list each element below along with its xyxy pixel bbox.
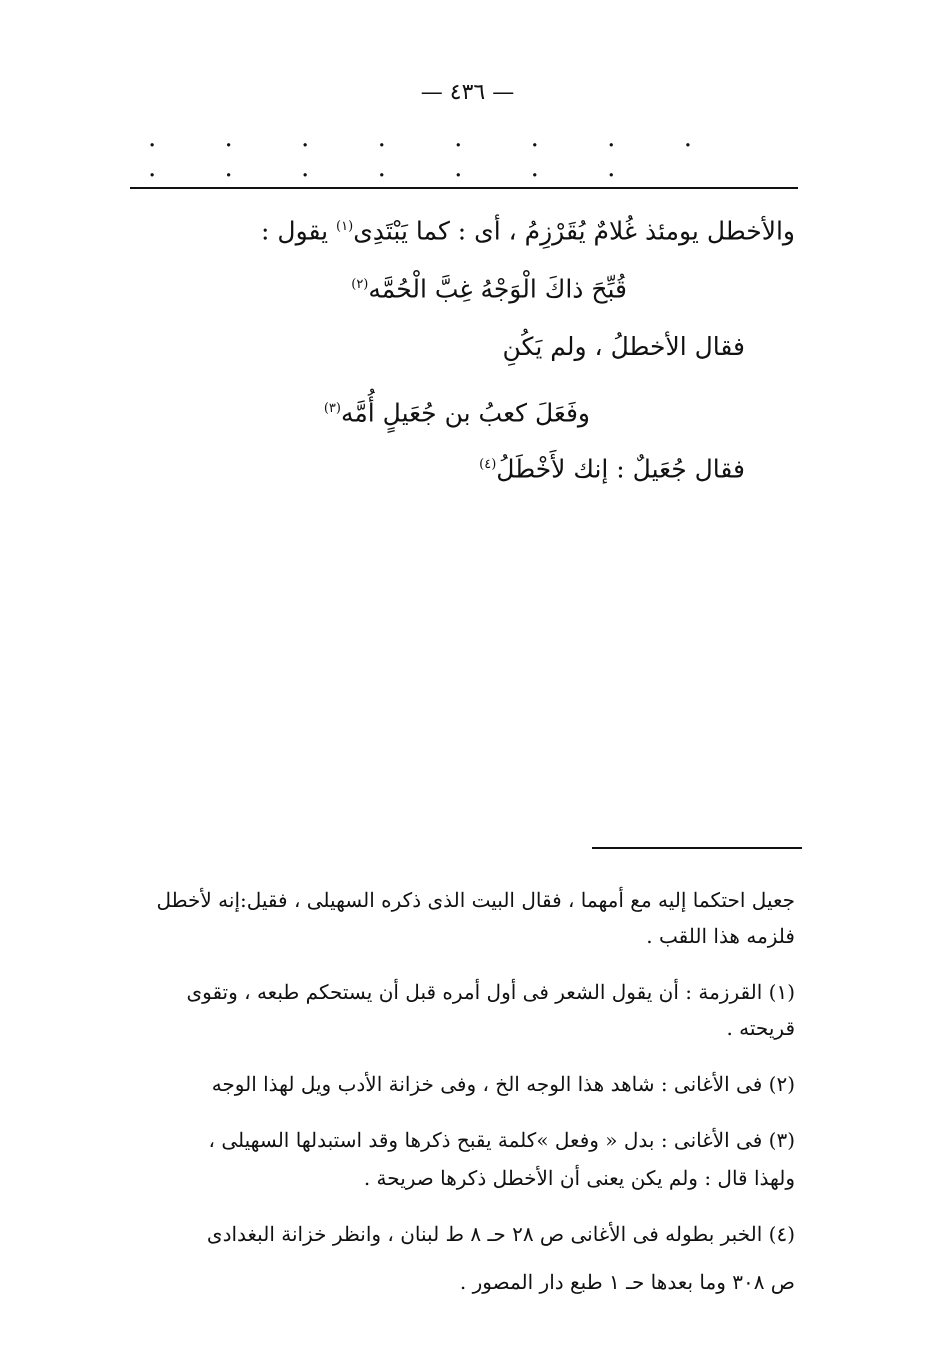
- footnote-4-line-2: ص ٣٠٨ وما بعدها حـ ١ طبع دار المصور .: [459, 1270, 795, 1294]
- line-2: [503, 328, 745, 366]
- line-3: [479, 446, 745, 488]
- footnote-1-line-2: قريحته .: [726, 1016, 795, 1040]
- ellipsis-row: [148, 123, 788, 183]
- line-3-text: فقال جُعَيلٌ : إنك لأَخْطَلُ: [496, 454, 745, 484]
- line-2-text: فقال الأخطلُ ، ولم يَكُنِ: [502, 332, 745, 361]
- verse-2-note-marker: (٣): [323, 401, 341, 416]
- footnote-carry-line-2: فلزمه هذا اللقب .: [646, 924, 795, 948]
- ellipsis-text: . . . . . . . . . . . . . . .: [148, 123, 722, 183]
- footnote-4-line-1: (٤) الخبر بطوله فى الأغانى ص ٢٨ حـ ٨ ط لبنان ، وانظر خزانة البغدادى: [206, 1222, 795, 1246]
- intro-end-text: يقول :: [261, 216, 329, 246]
- verse-2: [324, 390, 590, 432]
- footnote-carry-line-1: جعيل احتكما إليه مع أمهما ، فقال البيت الذى ذكره السهيلى ، فقيل:إنه لأخطل: [156, 888, 795, 912]
- footnote-1-line-1: (١) القرزمة : أن يقول الشعر فى أول أمره قبل أن يستحكم طبعه ، وتقوى: [186, 980, 795, 1004]
- footnote-3-line-2: ولهذا قال : ولم يكن يعنى أن الأخطل ذكرها صريحة .: [363, 1166, 795, 1190]
- footnote-2-line-1: (٢) فى الأغانى : شاهد هذا الوجه الخ ، وفى خزانة الأدب ويل لهذا الوجه: [211, 1072, 795, 1096]
- verse-1-text: قُبِّحَ ذاكَ الْوَجْهُ غِبَّ الْحُمَّه: [368, 274, 627, 304]
- verse-1: [351, 266, 627, 308]
- verse-1-note-marker: (٢): [351, 277, 369, 292]
- intro-note-marker: (١): [336, 219, 354, 234]
- top-rule: [130, 187, 798, 189]
- verse-2-text: وفَعَلَ كعبُ بن جُعَيلٍ أُمَّه: [340, 398, 590, 428]
- intro-line: [261, 208, 795, 250]
- page-number: — ٤٣٦ —: [420, 80, 515, 105]
- footnote-rule: [592, 847, 802, 849]
- line-3-note-marker: (٤): [479, 457, 497, 472]
- intro-text: والأخطل يومئذ غُلامٌ يُقَرْزِمُ ، أى : كما يَبْتَدِى: [353, 216, 795, 246]
- footnote-3-line-1: (٣) فى الأغانى : بدل « وفعل »كلمة يقبح ذكرها وقد استبدلها السهيلى ،: [208, 1128, 795, 1152]
